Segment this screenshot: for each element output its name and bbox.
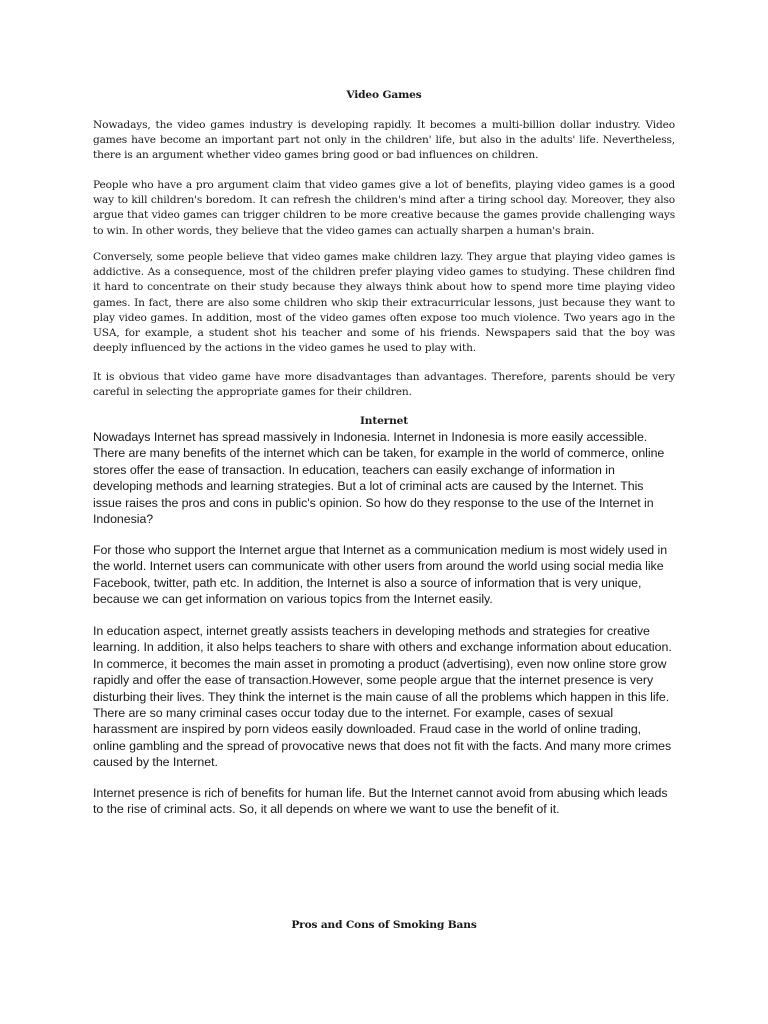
video-games-paragraph-2: People who have a pro argument claim that video games give a lot of benefits, playing video games is a good way to kill children's boredom. It can refresh the children's mind after a tiring school day. Moreover, they also argue that video games can trigger children to be more creative because the games provide challenging ways to win. In other words, they believe that the video games can actually sharpen a human's brain. bbox=[93, 179, 675, 237]
video-games-paragraph-1: Nowadays, the video games industry is developing rapidly. It becomes a multi-billion dollar industry. Video games have become an important part not only in the children' life, but also in the adults' life. Nevertheless, there is an argument whether video games bring good or bad influences on children. bbox=[93, 119, 675, 162]
internet-paragraph-3: In education aspect, internet greatly assists teachers in developing methods and strategies for creative learning. In addition, it also helps teachers to share with others and exchange information about education. In commerce, it becomes the main asset in promoting a product (advertising), even now online store grow rapidly and offer the ease of transaction.However, some people argue that the internet presence is very disturbing their lives. They think the internet is the main cause of all the problems which happen in this life. There are so many criminal cases occur today due to the internet. For example, cases of sexual harassment are inspired by porn videos easily downloaded. Fraud case in the world of online trading, online gambling and the spread of provocative news that does not fit with the facts. And many more crimes caused by the Internet. bbox=[93, 624, 672, 770]
section-title-smoking-bans: Pros and Cons of Smoking Bans bbox=[291, 919, 477, 931]
section-title-internet: Internet bbox=[359, 415, 408, 427]
section-title-video-games: Video Games bbox=[346, 89, 422, 101]
video-games-paragraph-4: It is obvious that video game have more disadvantages than advantages. Therefore, parents should be very careful in selecting the appropriate games for their children. bbox=[93, 371, 675, 399]
internet-paragraph-1: Nowadays Internet has spread massively in Indonesia. Internet in Indonesia is more easily accessible. There are many benefits of the internet which can be taken, for example in the world of commerce, online stores offer the ease of transaction. In education, teachers can easily exchange of information in developing methods and learning strategies. But a lot of criminal acts are caused by the Internet. This issue raises the pros and cons in public's opinion. So how do they response to the use of the Internet in Indonesia? bbox=[93, 430, 665, 527]
internet-paragraph-2: For those who support the Internet argue that Internet as a communication medium is most widely used in the world. Internet users can communicate with other users from around the world using social media like Facebook, twitter, path etc. In addition, the Internet is also a source of information that is very unique, because we can get information on various topics from the Internet easily. bbox=[93, 543, 668, 607]
internet-paragraph-4: Internet presence is rich of benefits for human life. But the Internet cannot avoid from abusing which leads to the rise of criminal acts. So, it all depends on where we want to use the benefit of it. bbox=[93, 786, 668, 817]
video-games-paragraph-3: Conversely, some people believe that video games make children lazy. They argue that playing video games is addictive. As a consequence, most of the children prefer playing video games to studying. These children find it hard to concentrate on their study because they always think about how to spend more time playing video games. In fact, there are also some children who skip their extracurricular lessons, just because they want to play video games. In addition, most of the video games often expose too much violence. Two years ago in the USA, for example, a student shot his teacher and some of his friends. Newspapers said that the boy was deeply influenced by the actions in the video games he used to play with. bbox=[93, 251, 675, 355]
